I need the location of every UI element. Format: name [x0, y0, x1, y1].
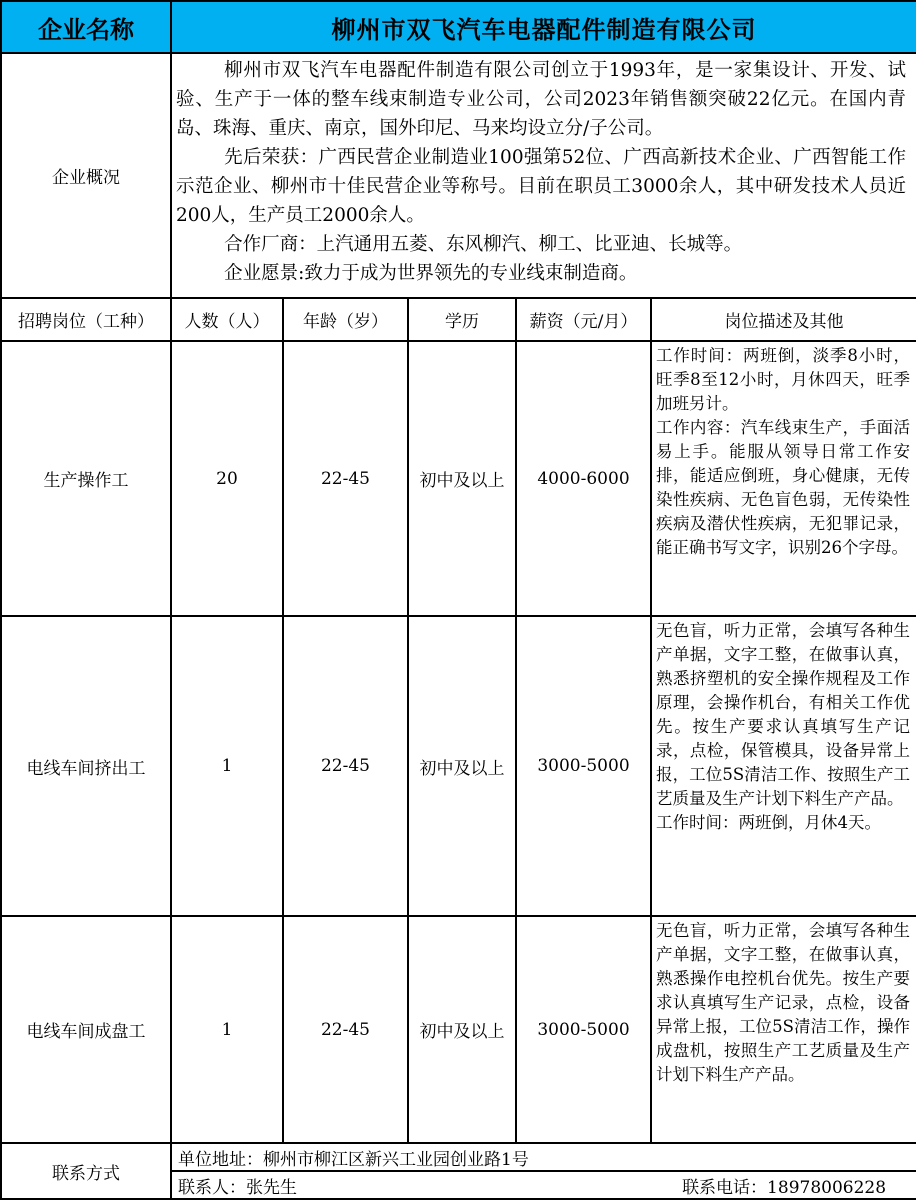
col-header-count: 人数（人） — [171, 298, 283, 341]
row-salary: 3000-5000 — [516, 616, 651, 916]
row-description — [651, 341, 916, 616]
table-row — [1, 616, 916, 916]
contact-row — [1, 1143, 916, 1171]
description-paragraph: 无色盲，听力正常，会填写各种生产单据，文字工整，在做事认真，熟悉挤塑机的安全操作规程及工作原理，会操作机台，有相关工作优先。按生产要求认真填写生产记录，点检，保管模具，设备异常上报，工位5S清洁工作、按照生产工艺质量及生产计划下料生产产品。 — [656, 621, 911, 808]
overview-paragraph: 柳州市双飞汽车电器配件制造有限公司创立于1993年，是一家集设计、开发、试验、生产于一体的整车线束制造专业公司，公司2023年销售额突破22亿元。在国内青岛、珠海、重庆、南京，国外印尼、马来均设立分/子公司。 — [176, 60, 907, 139]
row-description — [651, 916, 916, 1143]
overview-label: 企业概况 — [1, 53, 171, 298]
row-salary: 3000-5000 — [516, 916, 651, 1143]
description-paragraph: 工作时间：两班倒，淡季8小时，旺季8至12小时，月休四天，旺季加班另计。 — [656, 346, 911, 413]
table-row — [1, 916, 916, 1143]
row-age: 22-45 — [283, 341, 408, 616]
company-header-row — [1, 1, 916, 53]
col-header-salary: 薪资（元/月） — [516, 298, 651, 341]
col-header-age: 年龄（岁） — [283, 298, 408, 341]
row-education: 初中及以上 — [408, 341, 516, 616]
description-paragraph: 无色盲，听力正常，会填写各种生产单据，文字工整，在做事认真，熟悉操作电控机台优先。按生产要求认真填写生产记录，点检，设备异常上报，工位5S清洁工作，操作成盘机，按照生产工艺质量及生产计划下料生产产品。 — [656, 921, 911, 1084]
overview-paragraph: 合作厂商：上汽通用五菱、东风柳汽、柳工、比亚迪、长城等。 — [224, 234, 743, 255]
col-header-position: 招聘岗位（工种） — [1, 298, 171, 341]
column-header-row — [1, 298, 916, 341]
overview-row — [1, 53, 916, 298]
company-name-label: 企业名称 — [1, 1, 171, 53]
row-education: 初中及以上 — [408, 916, 516, 1143]
description-paragraph: 工作时间：两班倒，月休4天。 — [656, 813, 881, 832]
row-count: 1 — [171, 916, 283, 1143]
company-name: 柳州市双飞汽车电器配件制造有限公司 — [171, 1, 916, 53]
overview-paragraph: 企业愿景:致力于成为世界领先的专业线束制造商。 — [224, 263, 638, 284]
col-header-description: 岗位描述及其他 — [651, 298, 916, 341]
overview-text — [171, 53, 916, 298]
description-paragraph: 工作内容：汽车线束生产，手面活易上手。能服从领导日常工作安排，能适应倒班，身心健康，无传染性疾病、无色盲色弱，无传染性疾病及潜伏性疾病，无犯罪记录，能正确书写文字，识别26个字母。 — [656, 418, 911, 557]
contact-address: 单位地址：柳州市柳江区新兴工业园创业路1号 — [171, 1143, 916, 1171]
table-row — [1, 341, 916, 616]
col-header-education: 学历 — [408, 298, 516, 341]
row-age: 22-45 — [283, 616, 408, 916]
row-age: 22-45 — [283, 916, 408, 1143]
contact-label: 联系方式 — [1, 1143, 171, 1199]
contact-phone: 联系电话：18978006228 — [682, 1177, 887, 1198]
row-position: 生产操作工 — [1, 341, 171, 616]
row-count: 20 — [171, 341, 283, 616]
row-education: 初中及以上 — [408, 616, 516, 916]
contact-person-phone — [171, 1171, 916, 1199]
row-position: 电线车间成盘工 — [1, 916, 171, 1143]
row-count: 1 — [171, 616, 283, 916]
row-position: 电线车间挤出工 — [1, 616, 171, 916]
overview-paragraph: 先后荣获：广西民营企业制造业100强第52位、广西高新技术企业、广西智能工作示范企业、柳州市十佳民营企业等称号。目前在职员工3000余人，其中研发技术人员近200人，生产员工2000余人。 — [176, 147, 907, 226]
row-salary: 4000-6000 — [516, 341, 651, 616]
contact-person: 联系人：张先生 — [178, 1177, 297, 1198]
row-description — [651, 616, 916, 916]
